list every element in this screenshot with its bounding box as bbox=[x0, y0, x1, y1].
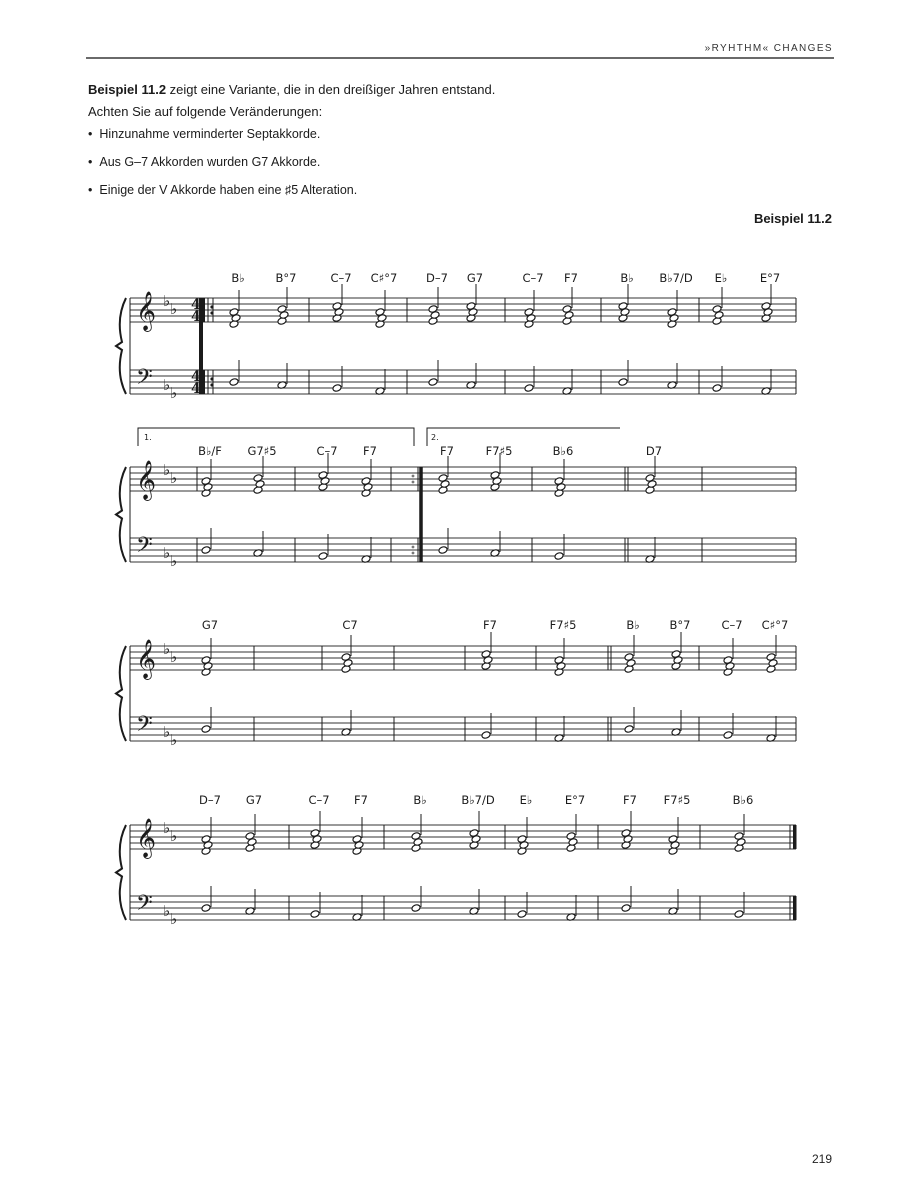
note-head bbox=[428, 378, 438, 387]
brace bbox=[116, 298, 126, 394]
time-signature: 4 bbox=[191, 309, 201, 325]
bass-clef-icon: 𝄢 bbox=[136, 365, 153, 395]
chord-symbol: B♭ bbox=[413, 793, 427, 807]
note-head bbox=[723, 731, 733, 740]
note-head bbox=[517, 910, 527, 919]
note-head bbox=[481, 731, 491, 740]
chord-symbol: C7 bbox=[342, 618, 358, 632]
page-number: 219 bbox=[811, 1152, 832, 1166]
chord-symbol: B°7 bbox=[275, 271, 297, 285]
bullet-item: • Hinzunahme verminderter Septakkorde. bbox=[88, 123, 357, 151]
flat-icon: ♭ bbox=[163, 723, 171, 741]
note-head bbox=[310, 910, 320, 919]
chord-symbol: B♭ bbox=[231, 271, 245, 285]
chord-symbol: B♭7/D bbox=[659, 271, 693, 285]
volta-label-1: 1. bbox=[144, 433, 152, 442]
treble-clef-icon: 𝄞 bbox=[136, 291, 157, 331]
note-head bbox=[624, 725, 634, 734]
intro-lead: Beispiel 11.2 bbox=[88, 82, 167, 97]
chord-symbol: G7 bbox=[201, 618, 219, 632]
repeat-dot bbox=[210, 305, 213, 308]
repeat-dot bbox=[412, 552, 415, 555]
chord-symbol: E°7 bbox=[564, 793, 586, 807]
volta-label-2: 2. bbox=[431, 433, 439, 442]
chord-symbol: B♭/F bbox=[198, 444, 222, 458]
note-head bbox=[618, 378, 628, 387]
time-signature: 4 bbox=[191, 381, 201, 397]
chord-symbol: G7 bbox=[466, 271, 484, 285]
brace bbox=[116, 825, 126, 920]
chord-symbol: E♭ bbox=[714, 271, 728, 285]
bass-clef-icon: 𝄢 bbox=[136, 891, 153, 921]
chord-symbol: B♭7/D bbox=[461, 793, 495, 807]
final-barline-thick bbox=[793, 896, 797, 920]
chord-symbol: F7 bbox=[623, 793, 637, 807]
brace bbox=[116, 467, 126, 562]
note-head bbox=[712, 384, 722, 393]
flat-icon: ♭ bbox=[170, 300, 178, 318]
bullet-item: • Einige der V Akkorde haben eine ♯5 Alteration. bbox=[88, 179, 357, 207]
note-head bbox=[524, 384, 534, 393]
chord-symbol: F7 bbox=[354, 793, 368, 807]
note-head bbox=[229, 378, 239, 387]
flat-icon: ♭ bbox=[170, 910, 178, 928]
chord-symbol: F7 bbox=[363, 444, 377, 458]
note-head bbox=[734, 910, 744, 919]
chord-symbol: D7 bbox=[645, 444, 663, 458]
flat-icon: ♭ bbox=[163, 902, 171, 920]
chord-symbol: C–7 bbox=[316, 444, 338, 458]
chord-symbol: D–7 bbox=[199, 793, 221, 807]
flat-icon: ♭ bbox=[163, 640, 171, 658]
treble-clef-icon: 𝄞 bbox=[136, 818, 157, 858]
chord-symbol: B♭ bbox=[620, 271, 634, 285]
flat-icon: ♭ bbox=[170, 827, 178, 845]
note-head bbox=[318, 552, 328, 561]
repeat-dot bbox=[412, 546, 415, 549]
flat-icon: ♭ bbox=[163, 544, 171, 562]
intro-text: zeigt eine Variante, die in den dreißiger Jahren entstand. Achten Sie auf folgende Veränderungen: bbox=[88, 82, 496, 119]
flat-icon: ♭ bbox=[163, 819, 171, 837]
repeat-dot bbox=[412, 481, 415, 484]
chord-symbol: C–7 bbox=[308, 793, 330, 807]
chord-symbol: C–7 bbox=[330, 271, 352, 285]
note-head bbox=[201, 546, 211, 555]
chord-symbol: G7♯5 bbox=[247, 444, 277, 458]
brace bbox=[116, 646, 126, 741]
flat-icon: ♭ bbox=[170, 469, 178, 487]
note-head bbox=[554, 552, 564, 561]
treble-clef-icon: 𝄞 bbox=[136, 460, 157, 500]
repeat-dot bbox=[210, 383, 213, 386]
note-head bbox=[332, 384, 342, 393]
repeat-dot bbox=[210, 377, 213, 380]
chord-symbol: F7 bbox=[440, 444, 454, 458]
volta-bracket-2 bbox=[427, 428, 620, 446]
note-head bbox=[438, 546, 448, 555]
note-head bbox=[411, 904, 421, 913]
bass-clef-icon: 𝄢 bbox=[136, 533, 153, 563]
repeat-dot bbox=[412, 475, 415, 478]
note-head bbox=[621, 904, 631, 913]
running-head: »RYHTHM« CHANGES bbox=[704, 43, 833, 54]
time-signature: 4 bbox=[191, 369, 201, 385]
chord-symbol: D–7 bbox=[426, 271, 448, 285]
chord-symbol: E♭ bbox=[519, 793, 533, 807]
flat-icon: ♭ bbox=[170, 648, 178, 666]
example-label: Beispiel 11.2 bbox=[753, 211, 832, 226]
chord-symbol: C–7 bbox=[721, 618, 743, 632]
chord-symbol: G7 bbox=[245, 793, 263, 807]
chord-symbol: B♭ bbox=[626, 618, 640, 632]
flat-icon: ♭ bbox=[163, 376, 171, 394]
repeat-dot bbox=[210, 311, 213, 314]
chord-symbol: C–7 bbox=[522, 271, 544, 285]
note-head bbox=[201, 904, 211, 913]
chord-symbol: F7 bbox=[564, 271, 578, 285]
chord-symbol: F7♯5 bbox=[485, 444, 513, 458]
note-head bbox=[201, 725, 211, 734]
chord-symbol: E°7 bbox=[759, 271, 781, 285]
treble-clef-icon: 𝄞 bbox=[136, 639, 157, 679]
flat-icon: ♭ bbox=[170, 552, 178, 570]
time-signature: 4 bbox=[191, 297, 201, 313]
flat-icon: ♭ bbox=[163, 461, 171, 479]
flat-icon: ♭ bbox=[170, 384, 178, 402]
chord-symbol: B♭6 bbox=[732, 793, 754, 807]
bass-clef-icon: 𝄢 bbox=[136, 712, 153, 742]
final-barline-thick bbox=[793, 825, 797, 849]
flat-icon: ♭ bbox=[170, 731, 178, 749]
chord-symbol: B°7 bbox=[669, 618, 691, 632]
chord-symbol: B♭6 bbox=[552, 444, 574, 458]
chord-symbol: F7♯5 bbox=[663, 793, 691, 807]
chord-symbol: F7♯5 bbox=[549, 618, 577, 632]
bullet-item: • Aus G–7 Akkorden wurden G7 Akkorde. bbox=[88, 151, 357, 179]
chord-symbol: C♯°7 bbox=[370, 271, 398, 285]
chord-symbol: C♯°7 bbox=[761, 618, 789, 632]
flat-icon: ♭ bbox=[163, 292, 171, 310]
chord-symbol: F7 bbox=[483, 618, 497, 632]
